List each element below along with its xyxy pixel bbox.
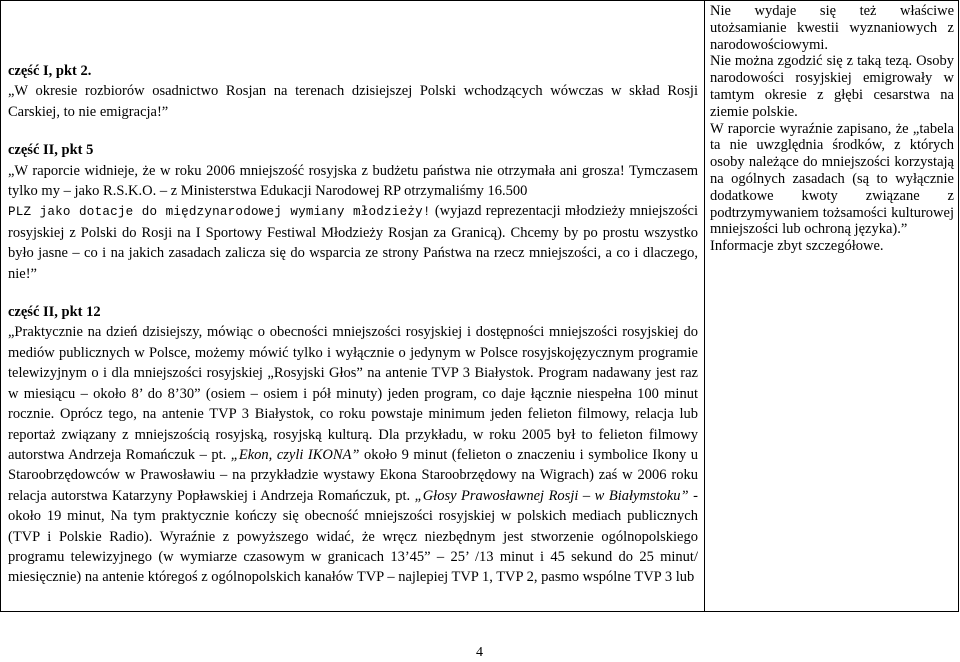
response-paragraph: Informacje zbyt szczegółowe. [710, 238, 884, 255]
section-text [8, 161, 698, 284]
text-run: „Praktycznie na dzień dzisiejszy, mówiąc o obecności mniejszości rosyjskiej i dostępności mniejszości rosyjskiej do mediów publicznych w Polsce, możemy mówić tylko i wyłącznie o jedynym w Polsce rosyjskojęzycznym programie telewizyjnym o i dla mniejszości rosyjskiej „Rosyjski Głos” na antenie TVP 3 Białystok. Program nadawany jest raz w miesiącu – około 8’ do 8’30” (osiem – osiem i pół minuty) jeden program, co daje łącznie niespełna 100 minut rocznie. Oprócz tego, na antenie TVP 3 Białystok, co roku powstaje minimum jeden felieton filmowy, relacja lub reportaż związany z mniejszością rosyjską, rosyjską kulturą. Dla przykładu, w roku 2005 był to felieton filmowy autorstwa Andrzeja Romańczuk – pt. [8, 324, 698, 463]
section-part2-point12 [8, 302, 698, 588]
responses [705, 1, 958, 255]
response-paragraph: W raporcie wyraźnie zapisano, że „tabela ta nie uwzględnia środków, z których osoby należące do mniejszości korzystają na ogólnych zasadach (są to wyłącznie dodatkowe kwoty związane z podtrzymywaniem tożsamości kulturowej mniejszości lub ochroną języka).” [710, 120, 954, 238]
text-run-italic: „Głosy Prawosławnej Rosji – w Białymstoku” [414, 487, 689, 504]
section-part2-point5 [8, 140, 698, 284]
section-heading: część II, pkt 12 [8, 304, 101, 321]
report-comments-cell [1, 1, 705, 612]
section-part1-point2 [8, 61, 698, 122]
text-run-italic: „Ekon, czyli IKONA” [230, 446, 360, 463]
response-paragraph: Nie można zgodzić się z taką tezą. Osoby narodowości rosyjskiej emigrowały w tamtym okresie z głębi cesarstwa na ziemie polskie. [710, 53, 954, 120]
text-run: około 9 minut (felieton o znaczeniu i symbolice Ikony u Staroobrzędowców w Prawosławiu – na przykładzie wystawy Ekona Staroobrzędowy na Wigrach) zaś w 2006 roku relacja autorstwa Katarzyny Popławskiej i Andrzeja Romańczuk, pt. [8, 446, 698, 504]
text-run-typewriter: PLZ jako dotacje do międzynarodowej wymiany młodzieży! [8, 205, 431, 220]
page-number: 4 [476, 645, 483, 660]
text-run: (wyjazd reprezentacji młodzieży mniejszości rosyjskiej z Polski do Rosji na I Sportowy Festiwal Młodzieży Rosjan za Granicą). Chcemy by po prostu wszystko było jasne – co i na jakich zasadach zalicza się do wsparcia ze strony Państwa na rzecz mniejszości, a co i dlaczego, nie!” [8, 203, 698, 282]
report-comments [1, 1, 704, 588]
response-cell [705, 1, 959, 612]
section-heading: część II, pkt 5 [8, 142, 94, 159]
section-text: „W okresie rozbiorów osadnictwo Rosjan na terenach dzisiejszej Polski wchodzących wówczas w skład Rosji Carskiej, to nie emigracja!” [8, 83, 698, 120]
table-row [1, 1, 959, 612]
response-paragraph: Nie wydaje się też właściwe utożsamianie kwestii wyznaniowych z narodowościowymi. [710, 3, 954, 53]
text-run: - około 19 minut, Na tym praktycznie kończy się obecność mniejszości rosyjskiej w polskich mediach publicznych (TVP i Polskie Radio). Wyraźnie z powyższego widać, że wręcz niezbędnym jest stworzenie ogólnopolskiego programu telewizyjnego (w wymiarze czasowym w granicach 13’45” – 25’ /13 minut i 45 sekund do 25 minut/ miesięcznie) na antenie któregoś z ogólnopolskich kanałów TVP – najlepiej TVP 1, TVP 2, pasmo wspólne TVP 3 lub [8, 487, 698, 586]
section-heading: część I, pkt 2. [8, 63, 92, 79]
text-run: „W raporcie widnieje, że w roku 2006 mniejszość rosyjska z budżetu państwa nie otrzymała ani grosza! Tymczasem tylko my – jako R.S.K.O. – z Ministerstwa Edukacji Narodowej RP otrzymaliśmy 16.500 [8, 162, 698, 200]
section-text [8, 322, 698, 587]
